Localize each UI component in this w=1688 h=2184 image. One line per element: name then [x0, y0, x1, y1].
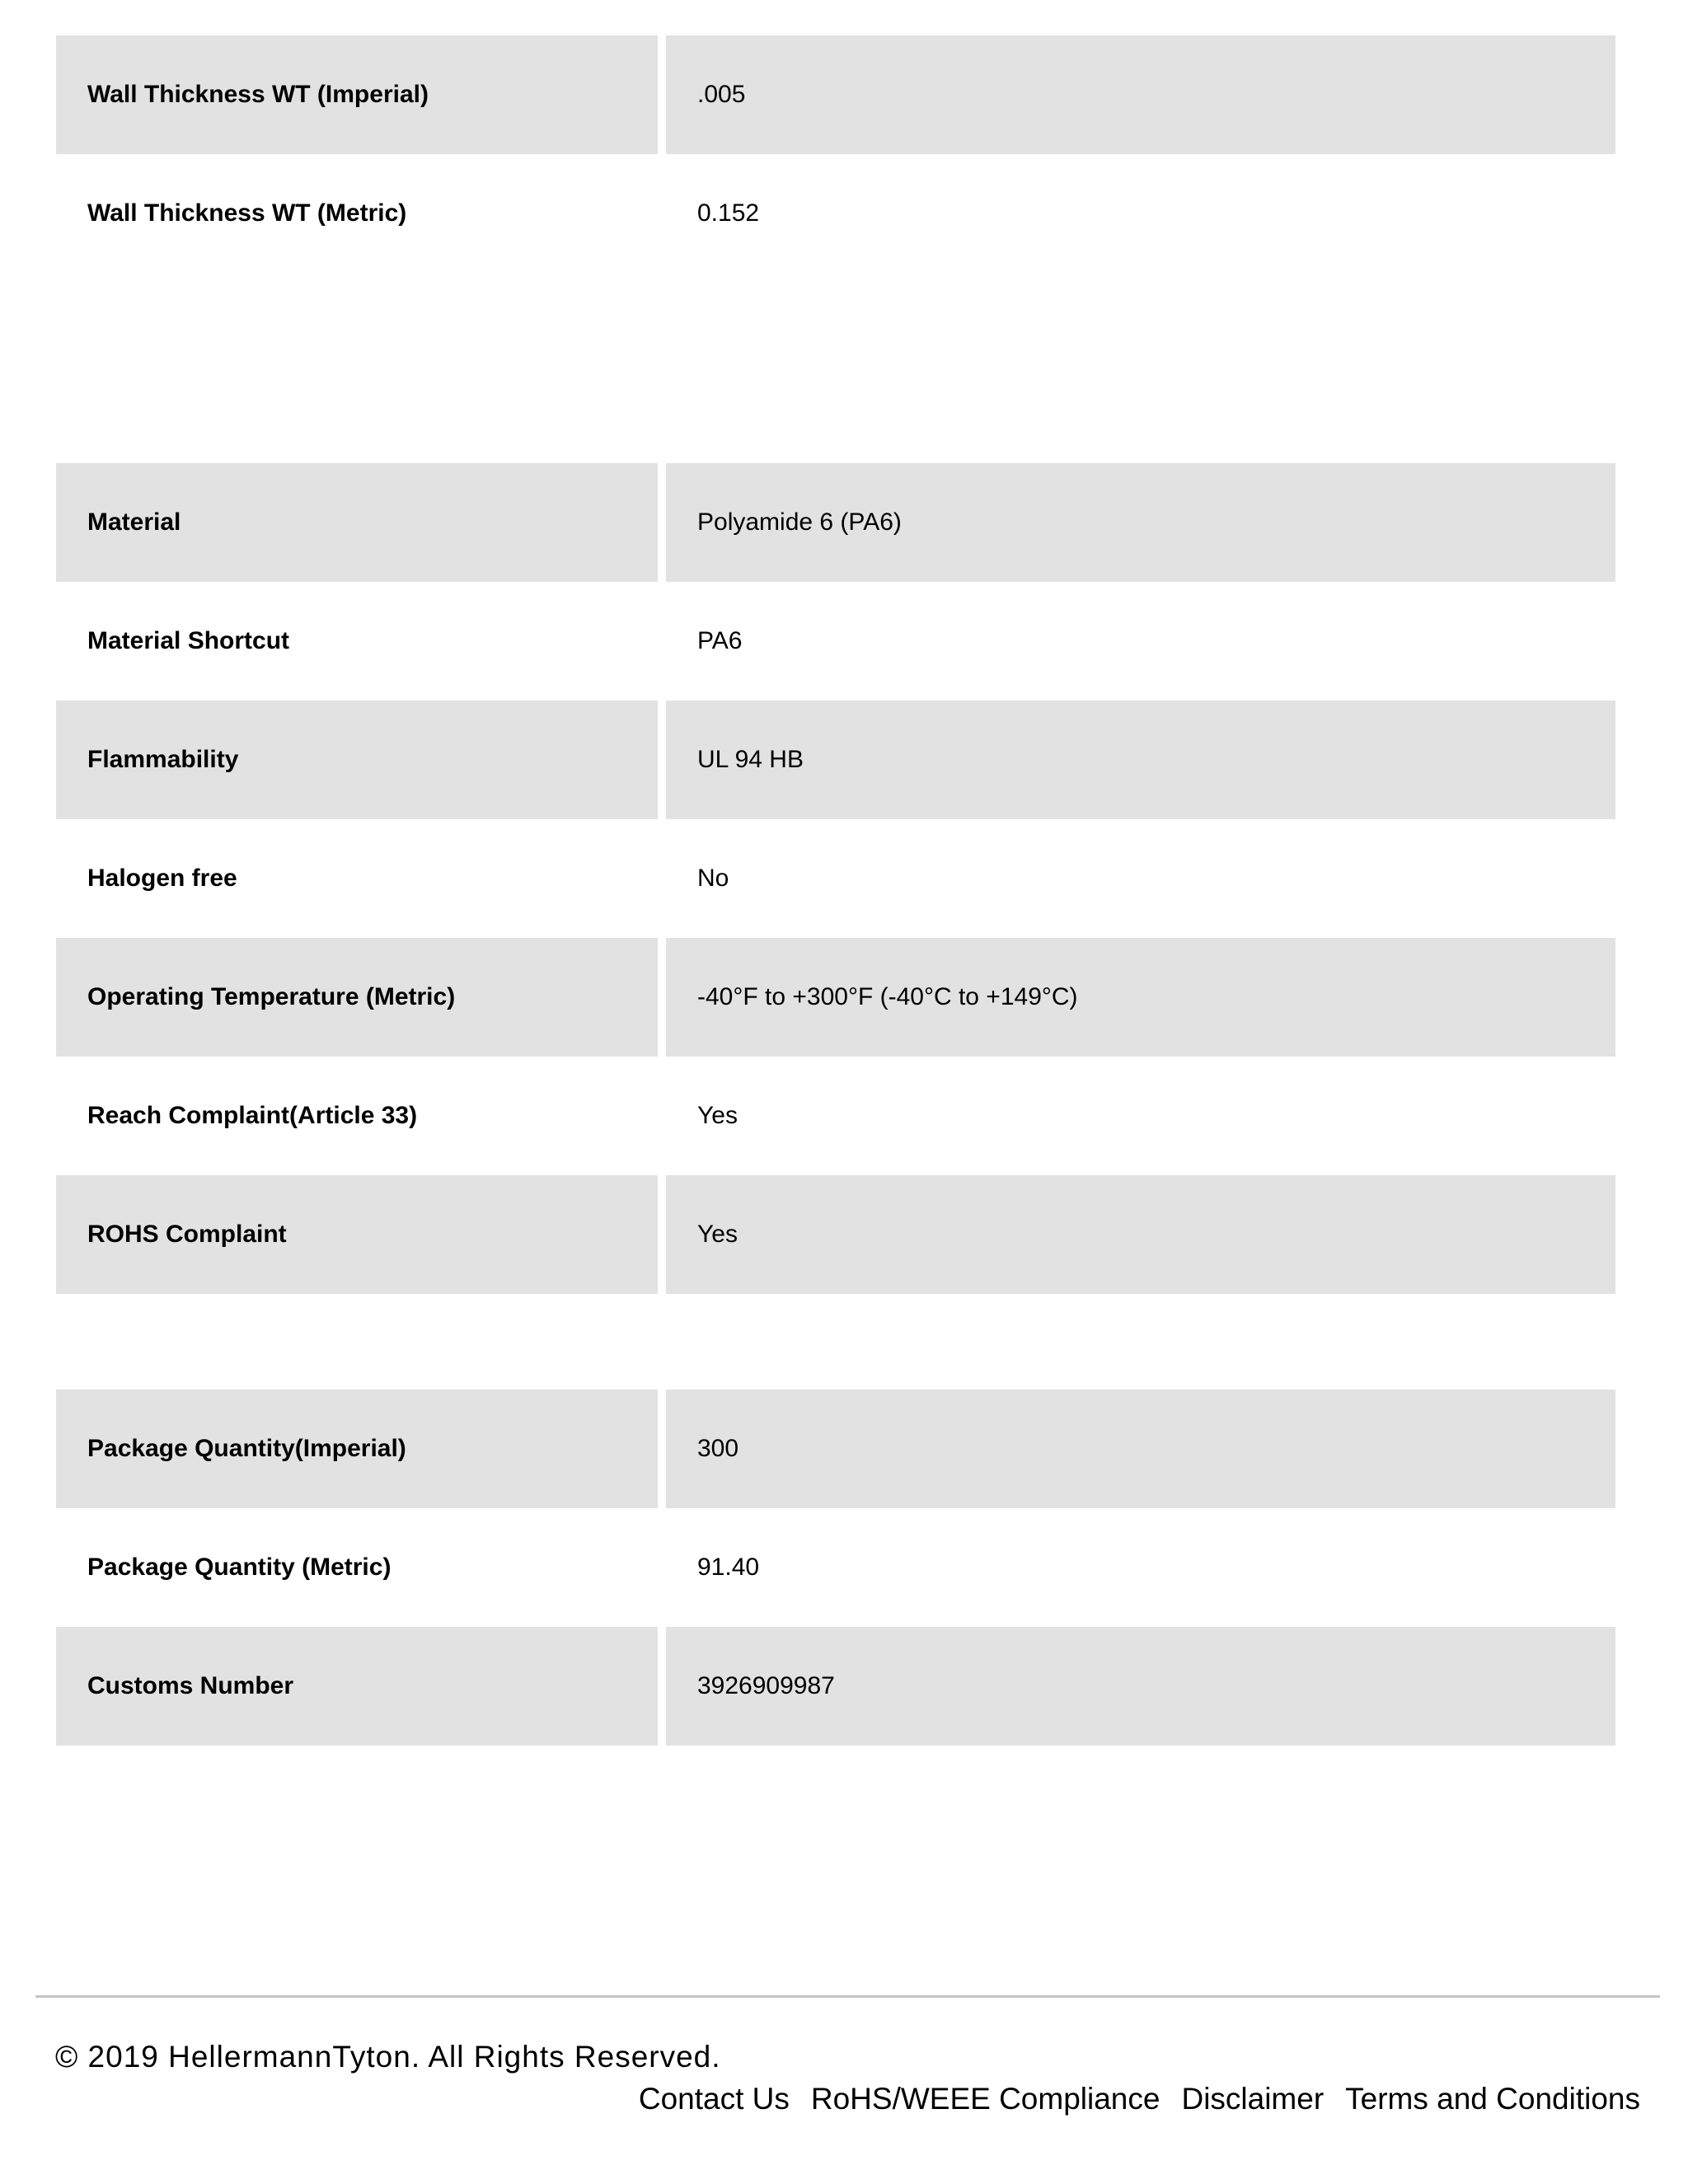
spec-value: PA6	[697, 627, 743, 654]
spec-value: 300	[666, 1390, 1615, 1508]
spec-value: 3926909987	[666, 1627, 1615, 1746]
table-row	[56, 1508, 1615, 1627]
copyright-text: © 2019 HellermannTyton. All Rights Reserved.	[55, 2040, 721, 2074]
rohs-weee-compliance-link[interactable]: RoHS/WEEE Compliance	[810, 2082, 1160, 2116]
spec-label: Package Quantity(Imperial)	[56, 1390, 658, 1508]
spec-value: Yes	[666, 1175, 1615, 1294]
spec-value: 91.40	[697, 1554, 760, 1581]
table-row	[56, 463, 1615, 582]
spec-label: Wall Thickness WT (Metric)	[87, 199, 407, 227]
spec-value: -40°F to +300°F (-40°C to +149°C)	[666, 938, 1615, 1057]
spec-table-material	[56, 463, 1615, 1294]
table-row	[56, 1057, 1615, 1175]
table-row	[56, 938, 1615, 1057]
table-row	[56, 1175, 1615, 1294]
spec-label: Flammability	[56, 701, 658, 819]
terms-and-conditions-link[interactable]: Terms and Conditions	[1345, 2082, 1640, 2116]
spec-label: Reach Complaint(Article 33)	[87, 1102, 418, 1129]
table-row	[56, 1390, 1615, 1508]
spec-label: Customs Number	[56, 1627, 658, 1746]
spec-label: Material Shortcut	[87, 627, 290, 654]
spec-table-dimensions	[56, 35, 1615, 273]
spec-value: UL 94 HB	[666, 701, 1615, 819]
disclaimer-link[interactable]: Disclaimer	[1181, 2082, 1325, 2116]
table-row	[56, 701, 1615, 819]
contact-us-link[interactable]: Contact Us	[638, 2082, 790, 2116]
spec-value: Polyamide 6 (PA6)	[666, 463, 1615, 582]
spec-label: Material	[56, 463, 658, 582]
spec-label: ROHS Complaint	[56, 1175, 658, 1294]
spec-label: Halogen free	[87, 865, 237, 892]
spec-table-packaging	[56, 1390, 1615, 1746]
spec-value: Yes	[697, 1102, 738, 1129]
footer-links	[639, 2082, 1640, 2116]
spec-label: Wall Thickness WT (Imperial)	[56, 35, 658, 154]
table-row	[56, 1627, 1615, 1746]
table-row	[56, 154, 1615, 273]
footer-divider	[35, 1995, 1660, 1998]
spec-value: No	[697, 865, 729, 892]
table-row	[56, 582, 1615, 701]
table-row	[56, 819, 1615, 938]
spec-label: Operating Temperature (Metric)	[56, 938, 658, 1057]
table-row	[56, 35, 1615, 154]
spec-label: Package Quantity (Metric)	[87, 1554, 392, 1581]
spec-value: 0.152	[697, 199, 760, 227]
spec-value: .005	[666, 35, 1615, 154]
